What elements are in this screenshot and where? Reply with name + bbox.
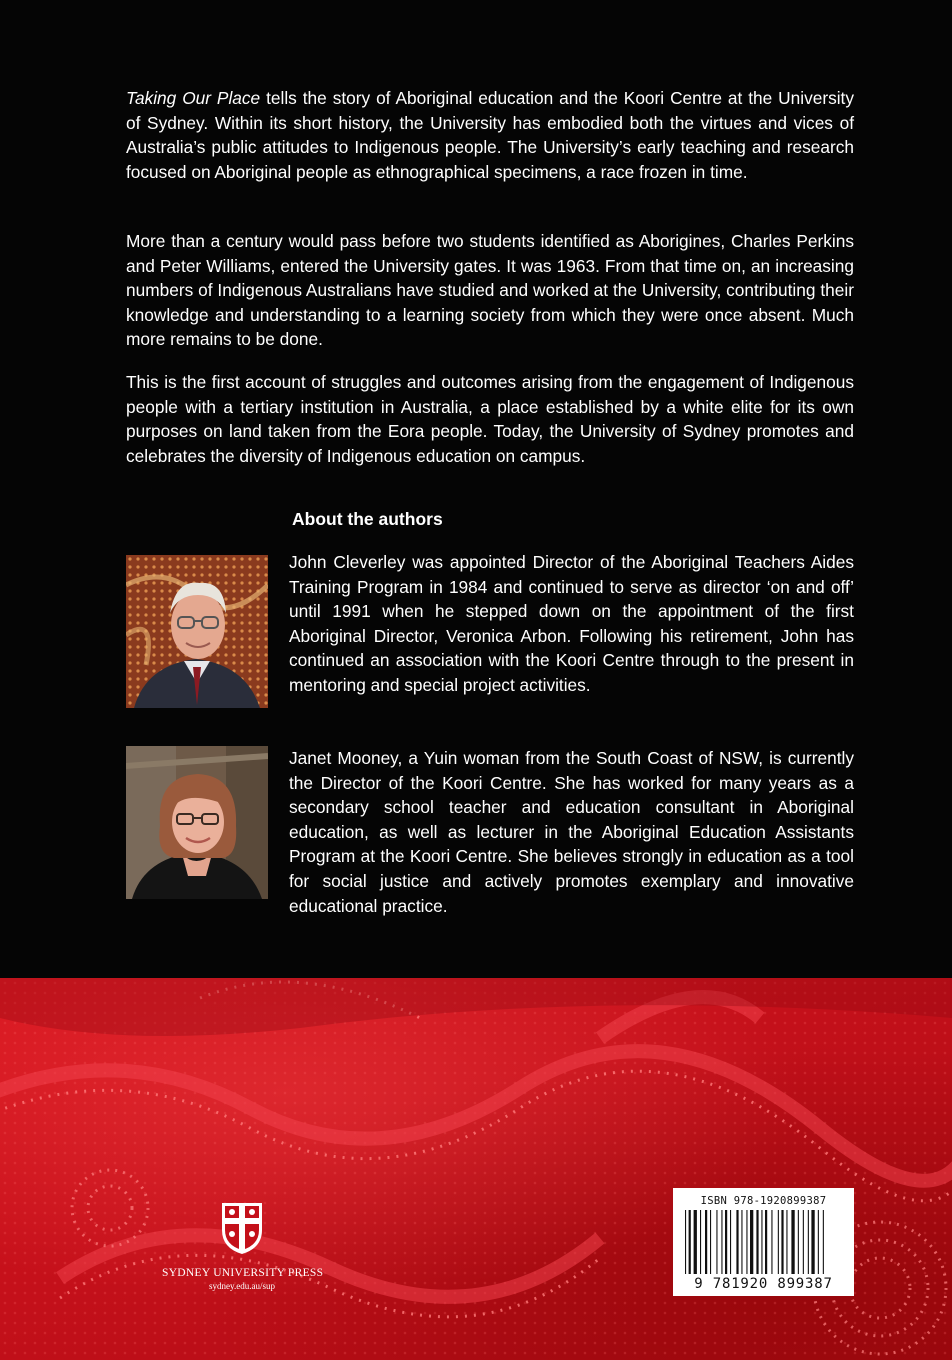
barcode-bar [689, 1210, 691, 1274]
publisher-logo-block [162, 1200, 322, 1291]
barcode-bar [721, 1210, 722, 1274]
red-artwork-panel [0, 978, 952, 1360]
publisher-name: SYDNEY UNIVERSITY PRESS [162, 1267, 324, 1279]
university-crest-icon [219, 1200, 265, 1256]
barcode-bar [705, 1210, 707, 1274]
barcode-bar [700, 1210, 701, 1274]
barcode-bar [756, 1210, 758, 1274]
author-bio-janet-mooney: Janet Mooney, a Yuin woman from the South Coast of NSW, is currently the Director of the Koori Centre. She has worked for many years as a secondary school teacher and education consultant in Aboriginal education, as well as lecturer in the Aboriginal Education Assistants Program at the Koori Centre. She believes strongly in education as a tool for social justice and actively promotes exemplary and innovative educational practice. [289, 748, 854, 916]
barcode-bar [798, 1210, 799, 1274]
barcode-bar [781, 1210, 783, 1274]
barcode-bar [823, 1210, 824, 1274]
barcode-bar [750, 1210, 753, 1274]
blurb-paragraph-1 [126, 86, 854, 184]
barcode-bar [736, 1210, 738, 1274]
blurb-paragraph-3: This is the first account of struggles and outcomes arising from the engagement of Indigenous people with a tertiary institution in Australia, a place established by a white elite for its own purposes on land taken from the Eora people. Today, the University of Sydney promotes and celebrates the diversity of Indigenous education on campus. [126, 372, 854, 466]
author-photo-janet-mooney [126, 746, 268, 899]
barcode-bar [811, 1210, 814, 1274]
barcode-bar [786, 1210, 787, 1274]
barcode-bar [771, 1210, 772, 1274]
aboriginal-dot-pattern-decoration [0, 978, 952, 1360]
isbn-label: ISBN 978-1920899387 [700, 1195, 827, 1207]
blurb-paragraph-2: More than a century would pass before two students identified as Aborigines, Charles Perkins and Peter Williams, entered the University gates. It was 1963. From that time on, an increasing numbers of Indigenous Australians have studied and worked at the University, contributing their knowledge and understanding to a learning society from which they were once absent. Much more remains to be done. [126, 231, 854, 350]
barcode-bar [778, 1210, 779, 1274]
book-title: Taking Our Place [126, 88, 261, 108]
barcode-bar [818, 1210, 819, 1274]
barcode-bar [730, 1210, 731, 1274]
author-photo-john-cleverley [126, 555, 268, 708]
barcode-digits: 9 781920 899387 [694, 1276, 833, 1292]
about-authors-heading: About the authors [292, 509, 443, 529]
publisher-url: sydney.edu.au/sup [209, 1281, 275, 1291]
barcode-bar [746, 1210, 747, 1274]
barcode-bar [710, 1210, 711, 1274]
barcode-bar [685, 1210, 686, 1274]
barcode-bar [761, 1210, 762, 1274]
barcode-bar [765, 1210, 767, 1274]
blurb-paragraph-1-text: tells the story of Aboriginal education and the Koori Centre at the University of Sydney. Within its short history, the University has embodied both the virtues and vices of Australia’s public attitudes to Indigenous people. The University’s early teaching and research focused on Aboriginal people as ethnographical specimens, a race frozen in time. [126, 88, 854, 182]
isbn-barcode [673, 1188, 854, 1296]
barcode-bar [694, 1210, 697, 1274]
barcode-bar [791, 1210, 794, 1274]
barcode-bar [725, 1210, 727, 1274]
barcode-bar [716, 1210, 717, 1274]
barcode-bar [803, 1210, 804, 1274]
author-bio-john-cleverley: John Cleverley was appointed Director of the Aboriginal Teachers Aides Training Program in 1984 and continued to serve as director ‘on and off’ until 1991 when he stepped down on the appointment of the first Aboriginal Director, Veronica Arbon. Following his retirement, John has continued an association with the Koori Centre through to the present in mentoring and special project activities. [289, 552, 854, 695]
barcode-bar [741, 1210, 742, 1274]
barcode-bar [808, 1210, 809, 1274]
